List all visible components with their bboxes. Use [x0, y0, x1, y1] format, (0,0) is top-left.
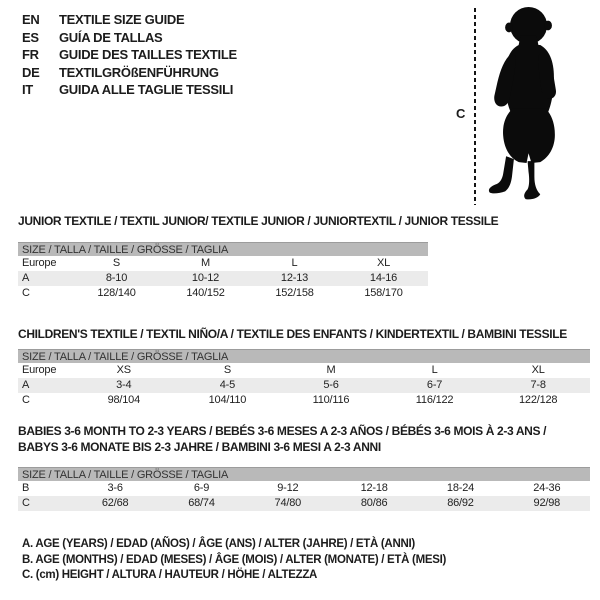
cell: 86/92: [447, 497, 474, 509]
language-code: ES: [22, 29, 39, 45]
height-measure-label: C: [456, 106, 466, 121]
cell: L: [431, 364, 438, 376]
cell: 152/158: [275, 287, 314, 299]
cell: M: [201, 257, 210, 269]
cell: XS: [116, 364, 131, 376]
footnote-a: A. AGE (YEARS) / EDAD (AÑOS) / ÂGE (ANS) / ALTER (JAHRE) / ETÀ (ANNI): [22, 538, 415, 550]
table-row: [18, 393, 590, 408]
language-label: GUIDA ALLE TAGLIE TESSILI: [59, 82, 234, 97]
cell: S: [112, 257, 121, 269]
cell: 5-6: [323, 379, 339, 391]
language-row-en: [22, 11, 237, 29]
footnotes: [22, 537, 446, 584]
junior-table: [18, 242, 428, 301]
cell: L: [291, 257, 298, 269]
height-dashed-line: [474, 8, 476, 205]
cell: 12-13: [280, 272, 309, 284]
language-label: GUÍA DE TALLAS: [59, 29, 163, 45]
size-header-bar: SIZE / TALLA / TAILLE / GRÖSSE / TAGLIA: [18, 349, 590, 363]
babies-table-title-line2: BABYS 3-6 MONATE BIS 2-3 JAHRE / BAMBINI 3-6 MESI A 2-3 ANNI: [18, 439, 381, 454]
language-code: EN: [22, 12, 40, 27]
language-row-it: [22, 81, 237, 99]
cell: 24-36: [533, 482, 561, 494]
cell: 10-12: [191, 272, 220, 284]
cell: 80/86: [360, 497, 388, 509]
cell: 104/110: [208, 394, 247, 406]
language-code: DE: [22, 64, 40, 80]
row-label: C: [22, 287, 30, 299]
cell: 140/152: [186, 287, 225, 299]
footnote-c: C. (cm) HEIGHT / ALTURA / HAUTEUR / HÖHE / ALTEZZA: [22, 569, 318, 581]
cell: 62/68: [101, 497, 129, 509]
row-label: A: [22, 272, 30, 284]
cell: 7-8: [530, 379, 546, 391]
language-code: FR: [22, 47, 39, 62]
babies-table: [18, 467, 590, 511]
cell: 4-5: [219, 379, 236, 391]
language-code: IT: [22, 82, 33, 97]
cell: 98/104: [107, 394, 141, 406]
footnote-b: B. AGE (MONTHS) / EDAD (MESES) / ÂGE (MOIS) / ALTER (MONATE) / ETÀ (MESI): [22, 553, 447, 566]
language-list: [22, 11, 237, 99]
table-row: [18, 286, 428, 301]
cell: 8-10: [105, 272, 128, 284]
cell: 12-18: [360, 482, 388, 494]
children-table: [18, 349, 590, 408]
row-label: Europe: [22, 257, 57, 269]
cell: XL: [531, 364, 545, 376]
table-row: [18, 271, 428, 286]
table-row: [18, 496, 590, 511]
cell: 6-7: [426, 379, 443, 391]
language-row-fr: [22, 46, 237, 64]
cell: 14-16: [369, 272, 398, 284]
language-label: GUIDE DES TAILLES TEXTILE: [59, 47, 237, 62]
row-label: C: [22, 497, 30, 509]
cell: 122/128: [518, 394, 558, 406]
cell: 68/74: [188, 497, 215, 509]
language-row-de: [22, 64, 237, 82]
language-label: TEXTILE SIZE GUIDE: [59, 12, 185, 27]
table-row: [18, 378, 590, 393]
size-header-bar: SIZE / TALLA / TAILLE / GRÖSSE / TAGLIA: [18, 467, 590, 481]
row-label: B: [22, 482, 30, 494]
cell: 92/98: [533, 497, 561, 509]
cell: 3-6: [107, 482, 123, 494]
junior-table-title: JUNIOR TEXTILE / TEXTIL JUNIOR/ TEXTILE JUNIOR / JUNIORTEXTIL / JUNIOR TESSILE: [18, 214, 499, 228]
language-label: TEXTILGRÖßENFÜHRUNG: [59, 64, 219, 80]
babies-table-title: [18, 424, 584, 455]
row-label: C: [22, 394, 30, 406]
table-row: [18, 256, 428, 271]
row-label: A: [22, 379, 30, 391]
table-row: [18, 363, 590, 378]
size-header-bar: SIZE / TALLA / TAILLE / GRÖSSE / TAGLIA: [18, 242, 428, 256]
cell: 158/170: [364, 287, 403, 299]
cell: 128/140: [97, 287, 136, 299]
table-row: [18, 481, 590, 496]
cell: S: [223, 364, 231, 376]
children-table-title: CHILDREN'S TEXTILE / TEXTIL NIÑO/A / TEXTILE DES ENFANTS / KINDERTEXTIL / BAMBINI TESSILE: [18, 327, 567, 341]
cell: 9-12: [277, 482, 299, 494]
cell: 116/122: [415, 394, 454, 406]
cell: 110/116: [312, 394, 350, 406]
cell: 74/80: [274, 497, 302, 509]
language-row-es: [22, 29, 237, 47]
cell: 18-24: [446, 482, 475, 494]
cell: 3-4: [116, 379, 132, 391]
row-label: Europe: [22, 364, 57, 376]
cell: 6-9: [193, 482, 210, 494]
cell: XL: [376, 257, 391, 269]
cell: M: [326, 364, 336, 376]
babies-table-title-line1: BABIES 3-6 MONTH TO 2-3 YEARS / BEBÉS 3-6 MESES A 2-3 AÑOS / BÉBÉS 3-6 MOIS À 2-3 ANS /: [18, 424, 547, 438]
baby-silhouette-icon: [481, 5, 579, 205]
